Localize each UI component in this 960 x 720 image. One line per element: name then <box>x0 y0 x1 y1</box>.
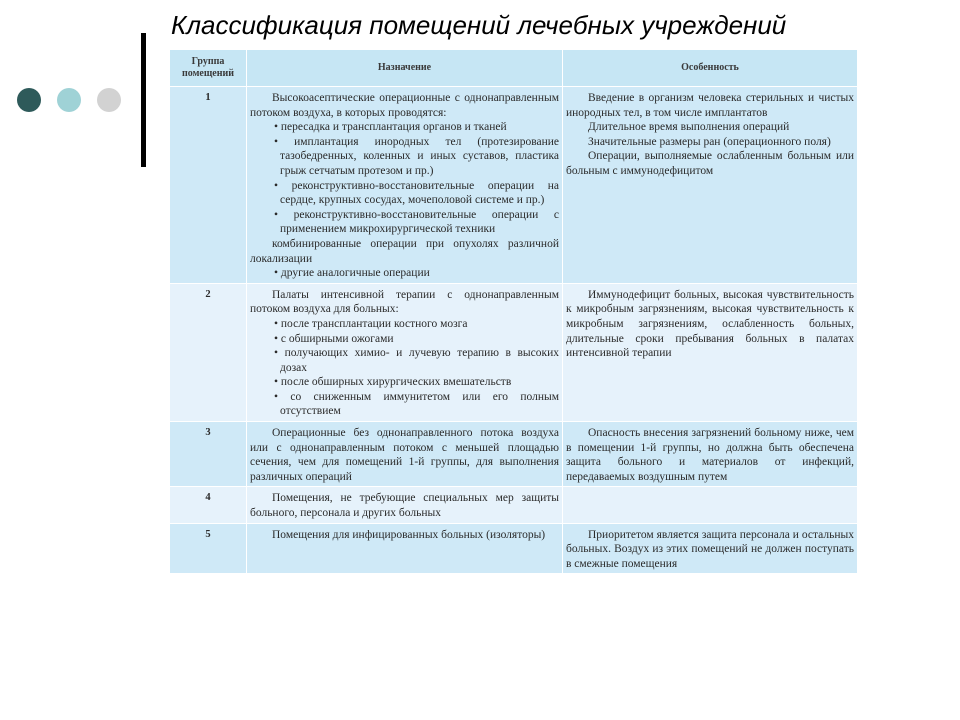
group-number: 4 <box>170 487 247 523</box>
group-number: 2 <box>170 283 247 421</box>
table-header-row <box>170 50 858 87</box>
purpose-intro: Помещения для инфицированных больных (изоляторы) <box>272 528 546 541</box>
purpose-item: • со сниженным иммунитетом или его полным отсутствием <box>250 390 559 419</box>
purpose-cell <box>247 523 563 574</box>
feature-item: Значительные размеры ран (операционного поля) <box>588 135 831 148</box>
table-container <box>169 49 857 720</box>
purpose-item: • реконструктивно-восстановительные операции на сердце, крупных сосудах, мочеполовой системе и пр.) <box>250 179 559 208</box>
group-number: 5 <box>170 523 247 574</box>
purpose-cell <box>247 87 563 284</box>
purpose-item: • реконструктивно-восстановительные операции с применением микрохирургической техники <box>250 208 559 237</box>
purpose-item: комбинированные операции при опухолях различной локализации <box>250 237 559 265</box>
feature-item: Иммунодефицит больных, высокая чувствительность к микробным загрязнениям, высокая чувствительность к микробным загрязнениям, ослабленность больных, длительные сроки пребывания больных в палатах интенсивной терапии <box>566 288 854 360</box>
feature-cell <box>563 87 858 284</box>
feature-cell <box>563 523 858 574</box>
feature-item: Опасность внесения загрязнений больному ниже, чем в помещении 1-й группы, но должна быть обеспечена защита больного и материалов от инфекций, передаваемых воздушным путем <box>566 427 854 483</box>
classification-table <box>169 49 857 574</box>
table-row <box>170 87 858 284</box>
table-row <box>170 487 858 523</box>
purpose-item: • пересадка и трансплантация органов и тканей <box>250 120 559 135</box>
header-feature: Особенность <box>563 50 858 87</box>
table-row <box>170 523 858 574</box>
decor-vertical-bar <box>141 33 146 167</box>
table-row <box>170 283 858 421</box>
feature-item: Введение в организм человека стерильных и чистых инородных тел, в том числе имплантатов <box>566 92 854 119</box>
header-group: Группа помещений <box>170 50 247 87</box>
purpose-intro: Высокоасептические операционные с однонаправленным потоком воздуха, в которых проводятся: <box>250 92 559 119</box>
purpose-intro: Палаты интенсивной терапии с однонаправленным потоком воздуха для больных: <box>250 288 559 316</box>
feature-item: Длительное время выполнения операций <box>588 121 790 134</box>
purpose-item: • с обширными ожогами <box>250 332 559 347</box>
feature-item: Операции, выполняемые ослабленным больным или больным с иммунодефицитом <box>566 150 854 177</box>
purpose-cell <box>247 487 563 523</box>
group-number: 3 <box>170 422 247 487</box>
table-row <box>170 422 858 487</box>
feature-cell <box>563 487 858 523</box>
decor-dot-dark <box>17 88 41 112</box>
group-number: 1 <box>170 87 247 284</box>
purpose-item: • получающих химио- и лучевую терапию в высоких дозах <box>250 346 559 375</box>
purpose-cell <box>247 422 563 487</box>
feature-item: Приоритетом является защита персонала и остальных больных. Воздух из этих помещений не должен поступать в смежные помещения <box>566 528 854 570</box>
decor-dot-gray <box>97 88 121 112</box>
slide-title: Классификация помещений лечебных учреждений <box>171 10 787 40</box>
purpose-item: • другие аналогичные операции <box>250 266 559 281</box>
purpose-item: • после обширных хирургических вмешательств <box>250 375 559 390</box>
purpose-item: • имплантация инородных тел (протезирование тазобедренных, коленных и иных суставов, пластика грыж сетчатым протезом и пр.) <box>250 135 559 179</box>
purpose-intro: Помещения, не требующие специальных мер защиты больного, персонала и других больных <box>250 492 559 520</box>
purpose-cell <box>247 283 563 421</box>
purpose-item: • после трансплантации костного мозга <box>250 317 559 332</box>
purpose-intro: Операционные без однонаправленного потока воздуха или с однонаправленным потоком с меньшей площадью сечения, чем для помещений 1-й группы, для выполнения различных операций <box>250 427 559 483</box>
decor-dot-teal <box>57 88 81 112</box>
feature-cell <box>563 283 858 421</box>
header-purpose: Назначение <box>247 50 563 87</box>
feature-cell <box>563 422 858 487</box>
